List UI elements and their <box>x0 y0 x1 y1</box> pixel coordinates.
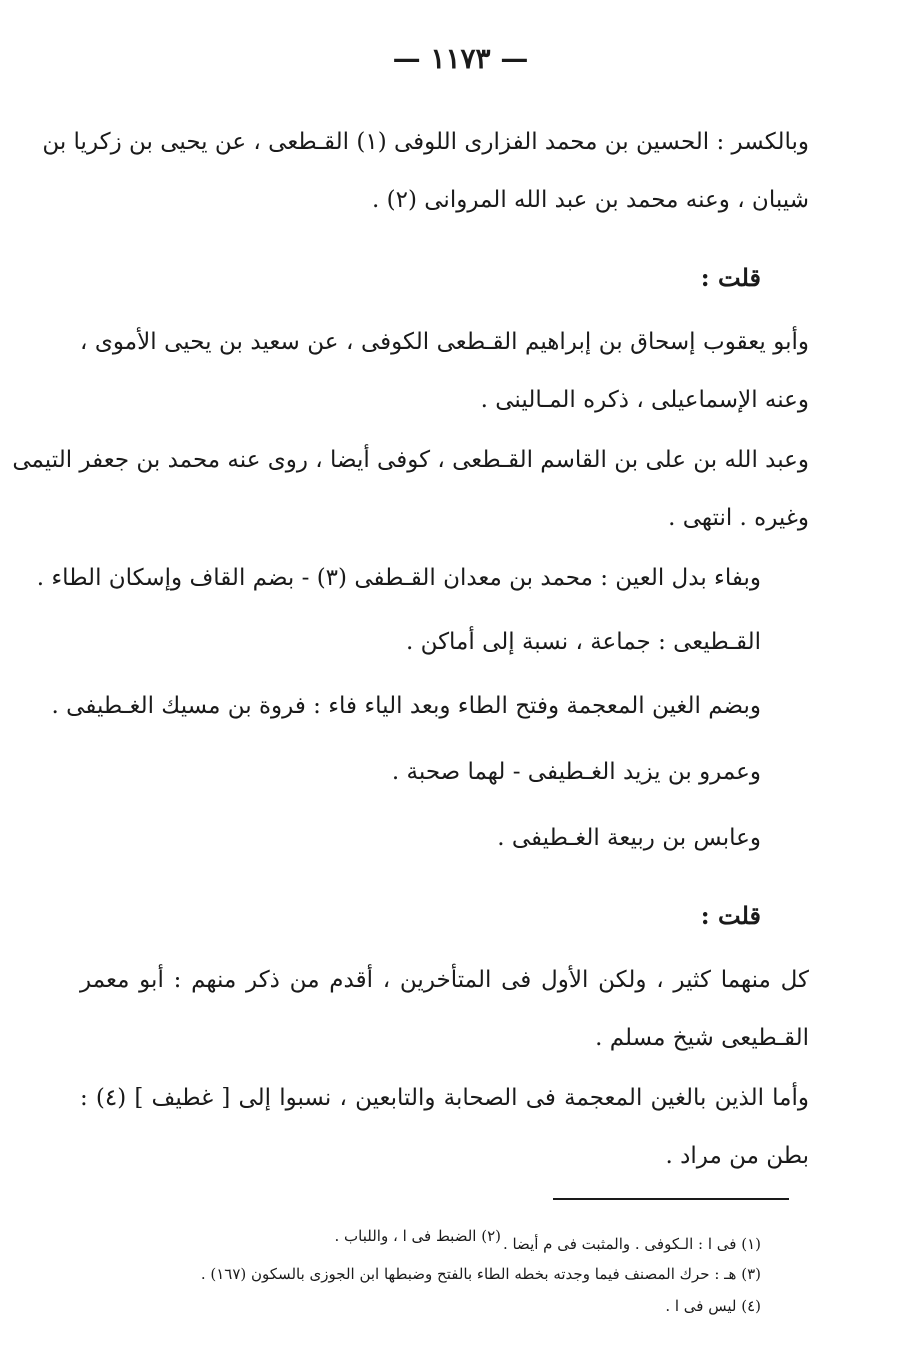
section-heading: قلت : <box>700 901 761 930</box>
paragraph-line: كل منهما كثير ، ولكن الأول فى المتأخرين ، أقدم من ذكر منهم : أبو معمر <box>80 967 809 993</box>
paragraph-line: القـطيعى شيخ مسلم . <box>595 1025 809 1051</box>
footnote-separator <box>553 1198 789 1200</box>
footnote-4: (٤) ليس فى ا . <box>665 1297 761 1315</box>
paragraph-line: وبضم الغين المعجمة وفتح الطاء وبعد الياء فاء : فروة بن مسيك الغـطيفى . <box>51 693 761 719</box>
paragraph-line: وأما الذين بالغين المعجمة فى الصحابة والتابعين ، نسبوا إلى [ غطيف ] (٤) : <box>80 1085 809 1111</box>
footnote-3: (٣) هـ : حرك المصنف فيما وجدته بخطه الطاء بالفتح وضبطها ابن الجوزى بالسكون (١٦٧) . <box>200 1265 761 1283</box>
paragraph-line: وأبو يعقوب إسحاق بن إبراهيم القـطعى الكوفى ، عن سعيد بن يحيى الأموى ، <box>80 329 809 355</box>
paragraph-line: وعنه الإسماعيلى ، ذكره المـالينى . <box>480 387 809 413</box>
footnote-1: (١) فى ا : الـكوفى . والمثبت فى م أيضا . <box>502 1235 761 1253</box>
paragraph-line: القـطيعى : جماعة ، نسبة إلى أماكن . <box>405 629 761 655</box>
paragraph-line: وعابس بن ربيعة الغـطيفى . <box>497 825 761 851</box>
paragraph-line: وعبد الله بن على بن القاسم القـطعى ، كوفى أيضا ، روى عنه محمد بن جعفر التيمى <box>12 447 809 473</box>
paragraph-line: بطن من مراد . <box>665 1143 809 1169</box>
paragraph-line: وبالكسر : الحسين بن محمد الفزارى اللوفى (١) القـطعى ، عن يحيى بن زكريا بن <box>42 129 809 155</box>
paragraph-line: وعمرو بن يزيد الغـطيفى - لهما صحبة . <box>391 759 761 785</box>
footnote-2: (٢) الضبط فى ا ، واللباب . <box>334 1227 501 1245</box>
paragraph-line: وبفاء بدل العين : محمد بن معدان القـطفى (٣) - بضم القاف وإسكان الطاء . <box>36 565 761 591</box>
section-heading: قلت : <box>700 263 761 292</box>
paragraph-line: وغيره . انتهى . <box>668 505 809 531</box>
paragraph-line: شيبان ، وعنه محمد بن عبد الله المروانى (٢) . <box>372 187 809 213</box>
page-number: — ١١٧٣ — <box>392 42 529 75</box>
